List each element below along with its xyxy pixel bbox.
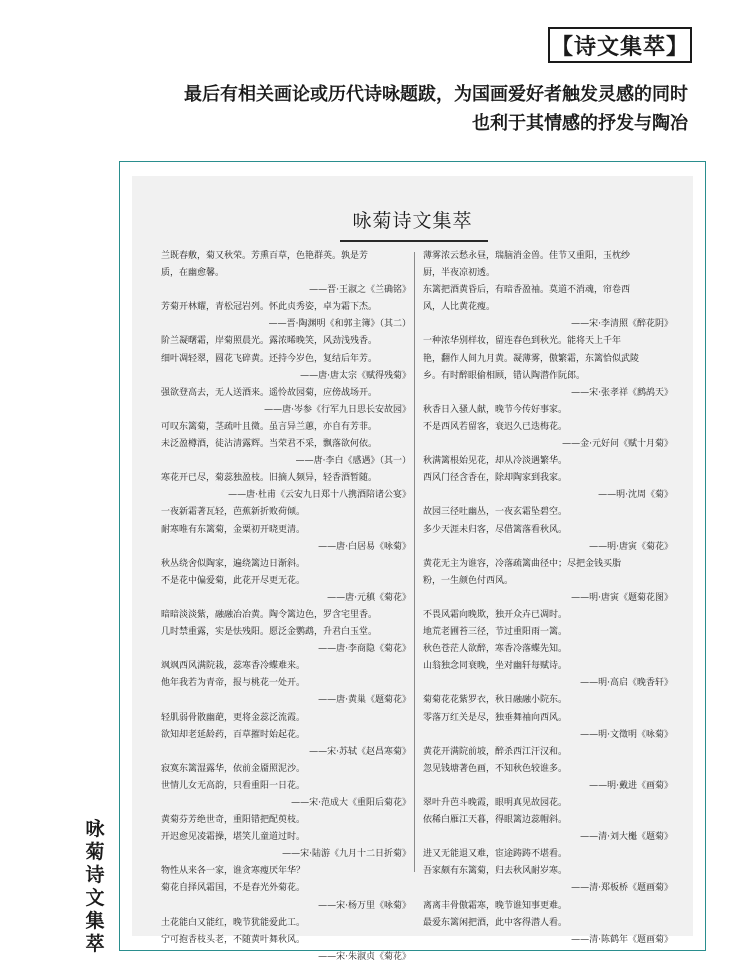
poem-source: ——清·郑板桥《题画菊》 bbox=[571, 883, 673, 894]
poem-source: ——明·高启《晚香轩》 bbox=[580, 678, 673, 689]
poem-source: ——宋·朱淑贞《菊花》 bbox=[318, 951, 411, 962]
poem-column-left bbox=[161, 248, 411, 966]
poem-line: 开迟愈见凌霜操，堪笑儿童道过时。 bbox=[161, 832, 306, 843]
poem-line: 故园三径吐幽丛，一夜玄霜坠碧空。 bbox=[423, 507, 568, 518]
poem-line: 地荒老圃苔三径，节过重阳雨一篱。 bbox=[423, 627, 568, 638]
poem-source: ——宋·苏轼《赵昌寒菊》 bbox=[309, 746, 411, 757]
poem-line: 寒花开已尽，菊蕊独盈枝。旧摘人频异，轻香酒暂随。 bbox=[161, 473, 378, 484]
poem-source: ——唐·黄巢《题菊花》 bbox=[318, 695, 411, 706]
poem-line: 不畏风霜向晚欺，独开众卉已凋时。 bbox=[423, 609, 568, 620]
poem-line: 忽见钱塘著色画，不知秋色较谁多。 bbox=[423, 763, 568, 774]
poem-line: 强欲登高去，无人送酒来。遥怜故园菊，应傍战场开。 bbox=[161, 387, 378, 398]
poem-source: ——唐·元稹《菊花》 bbox=[327, 592, 411, 603]
poem-source: ——唐·李商隐《菊花》 bbox=[318, 644, 411, 655]
poem-line: 寂寞东篱湿露华，依前金靥照泥沙。 bbox=[161, 763, 306, 774]
poem-line: 薄雾浓云愁永昼，瑞脑消金兽。佳节又重阳，玉枕纱 bbox=[423, 251, 631, 261]
poem-source: ——唐·杜甫《云安九日郑十八携酒陪诸公宴》 bbox=[228, 490, 411, 501]
poem-line: 宁可抱香枝头老，不随黄叶舞秋风。 bbox=[161, 934, 306, 945]
poem-line: 耐寒唯有东篱菊，金粟初开晓更清。 bbox=[161, 524, 306, 535]
poem-line: 多少天涯未归客，尽借篱落看秋风。 bbox=[423, 524, 568, 535]
poem-line: 菊花自择风霜国，不是春光外菊花。 bbox=[161, 883, 306, 894]
intro-line-1: 最后有相关画论或历代诗咏题跋，为国画爱好者触发灵感的同时 bbox=[184, 84, 688, 105]
poem-source: ——明·文徵明《咏菊》 bbox=[580, 729, 673, 740]
poem-source: ——明·戴进《画菊》 bbox=[589, 780, 673, 791]
poem-line: 黄花开满院前坡，醉杀西江汗汉和。 bbox=[423, 746, 568, 757]
intro-text bbox=[88, 80, 688, 138]
poem-column-right bbox=[423, 248, 673, 949]
poem-line: 黄花无主为谁容，冷落疏篱曲径中；尽把金钱买脂 bbox=[423, 558, 622, 569]
poem-line: 秋香日入骚人献，晚节今传好事家。 bbox=[423, 404, 568, 415]
section-header: 【诗文集萃】 bbox=[548, 27, 692, 63]
poem-line: 一夜新霜著瓦轻，芭蕉新折败荷倾。 bbox=[161, 507, 306, 518]
poem-line: 粉，一生颜色付西风。 bbox=[423, 575, 514, 586]
poem-source: ——宋·陆游《九月十二日折菊》 bbox=[282, 849, 411, 860]
poem-line: 他年我若为青帝，报与桃花一处开。 bbox=[161, 678, 306, 689]
poem-line: 细叶凋轻翠，圆花飞碎黄。还持今岁色，复结后年芳。 bbox=[161, 353, 378, 364]
poem-source: ——明·唐寅《题菊花图》 bbox=[571, 592, 673, 603]
side-title-char: 诗 bbox=[85, 864, 105, 886]
poem-line: 阶兰凝曙霜，岸菊照晨光。露浓晞晚笑，风劲浅残香。 bbox=[161, 336, 378, 347]
poem-line: 零落万红关是尽，独垂舞袖向西风。 bbox=[423, 712, 568, 723]
poem-line: 东篱把酒黄昏后，有暗香盈袖。莫道不消魂，帘卷西 bbox=[423, 285, 631, 296]
poem-source: ——金·元好问《赋十月菊》 bbox=[562, 439, 673, 450]
side-title-char: 文 bbox=[85, 887, 105, 909]
poem-source: ——清·刘大櫆《题菊》 bbox=[580, 832, 673, 843]
poem-line: 一种浓华别样妆，留连春色到秋光。能将天上千年 bbox=[423, 336, 622, 347]
poem-line: 质，在幽愈馨。 bbox=[161, 268, 225, 279]
poem-line: 最爱东篱闲把酒，此中客得潜人看。 bbox=[423, 917, 568, 928]
poem-source: ——唐·李白《感遇》（其一） bbox=[295, 456, 411, 467]
poem-source: ——宋·杨万里《咏菊》 bbox=[318, 900, 411, 911]
side-title-char: 咏 bbox=[85, 818, 105, 840]
poem-line: 秋色苍茫人欲醉，寒香冷落蝶先知。 bbox=[423, 644, 568, 655]
poem-line: 风，人比黄花瘦。 bbox=[423, 302, 496, 313]
poem-line: 西风门径含香在，除却陶家到我家。 bbox=[423, 473, 568, 484]
vertical-side-title bbox=[84, 818, 106, 956]
poem-source: ——宋·范成大《重阳后菊花》 bbox=[291, 798, 411, 808]
poem-line: 菊菊花花紫罗衣，秋日融融小院东。 bbox=[423, 695, 568, 706]
poem-source: ——唐·唐太宗《赋得残菊》 bbox=[300, 370, 411, 381]
side-title-char: 萃 bbox=[85, 933, 105, 955]
poem-panel bbox=[132, 176, 693, 962]
column-divider bbox=[414, 252, 415, 872]
poem-line: 暗暗淡淡紫，融融冶冶黄。陶令篱边色，罗含宅里香。 bbox=[161, 609, 378, 620]
poem-source: ——明·沈周《菊》 bbox=[598, 490, 673, 501]
poem-line: 世情儿女无高韵，只看重阳一日花。 bbox=[161, 780, 306, 791]
poem-line: 飒飒西风满院栽，蕊寒香冷蝶难来。 bbox=[161, 661, 306, 672]
poem-line: 厨，半夜凉初透。 bbox=[423, 268, 496, 279]
poem-line: 乡。有时醉眼偷相顾，错认陶潜作阮郎。 bbox=[423, 370, 586, 381]
poem-source: ——清·陈鹤年《题画菊》 bbox=[571, 934, 673, 945]
poem-line: 艳，翻作人间九月黄。凝薄雾，傲繁霜，东篱恰似武陵 bbox=[423, 353, 640, 364]
poem-source: ——唐·白居易《咏菊》 bbox=[318, 541, 411, 552]
poem-line: 未泛盈樽酒，徒沾清露辉。当荣君不采，飘落欲何依。 bbox=[161, 439, 378, 450]
poem-source: ——宋·张孝祥《鹧鸪天》 bbox=[571, 387, 673, 398]
poem-line: 兰既春敷，菊又秋荣。芳熏百草，色艳群英。孰是芳 bbox=[161, 251, 369, 261]
poem-source: ——唐·岑参《行军九日思长安故园》 bbox=[264, 404, 411, 415]
poem-line: 秋满篱根始见花，却从冷淡遇繁华。 bbox=[423, 456, 568, 467]
poem-source: ——宋·李清照《醉花阴》 bbox=[571, 319, 673, 330]
poem-line: 芳菊开林耀，青松冠岩列。怀此贞秀姿，卓为霜下杰。 bbox=[161, 302, 378, 313]
poem-source: ——晋·王淑之《兰确铭》 bbox=[309, 285, 411, 296]
poem-line: 离离丰骨傲霜寒，晚节谁知事更难。 bbox=[423, 900, 568, 911]
title-underline bbox=[340, 240, 488, 242]
poem-line: 进又无能退又难，宦途踌踌不堪看。 bbox=[423, 849, 568, 860]
poem-line: 秋丛绕舍似陶家，遍绕篱边日渐斜。 bbox=[161, 558, 306, 569]
side-title-char: 菊 bbox=[85, 841, 105, 863]
poem-line: 翠叶升芭斗晚霞，眼明真见故园花。 bbox=[423, 798, 568, 808]
poem-line: 依稀白雁江天暮，得眼篱边蕊帽斜。 bbox=[423, 815, 568, 826]
poem-source: ——明·唐寅《菊花》 bbox=[589, 541, 673, 552]
poem-line: 欲知却老延龄药，百草摧时始起花。 bbox=[161, 729, 306, 740]
poem-line: 可叹东篱菊，茎疏叶且微。虽言异兰蕙，亦自有芳菲。 bbox=[161, 421, 378, 432]
poem-line: 山翁独念同衰晚，坐对幽轩每赋诗。 bbox=[423, 661, 568, 672]
poem-line: 吾家颇有东篱菊，归去秋风耐岁寒。 bbox=[423, 866, 568, 877]
poem-line: 物性从来各一家，谁贪寒瘦厌年华？ bbox=[161, 866, 306, 877]
intro-line-2: 也利于其情感的抒发与陶冶 bbox=[472, 113, 688, 134]
poem-line: 几时禁重露，实是怯残阳。愿泛金鹦鹉，升君白玉堂。 bbox=[161, 627, 378, 638]
side-title-char: 集 bbox=[85, 910, 105, 932]
poem-line: 轻肌弱骨散幽葩，更将金蕊泛流霞。 bbox=[161, 712, 306, 723]
poem-line: 土花能白又能红，晚节犹能爱此工。 bbox=[161, 917, 306, 928]
poem-line: 黄菊芬芳绝世奇，重阳错把配萸枝。 bbox=[161, 815, 306, 826]
poem-line: 不是西风若留客，衰迟久已迭梅花。 bbox=[423, 421, 568, 432]
poem-source: ——晋·陶渊明《和郭主簿》（其二） bbox=[268, 319, 411, 330]
poem-frame bbox=[119, 161, 706, 962]
poem-line: 不是花中偏爱菊，此花开尽更无花。 bbox=[161, 575, 306, 586]
panel-title: 咏菊诗文集萃 bbox=[352, 210, 473, 232]
